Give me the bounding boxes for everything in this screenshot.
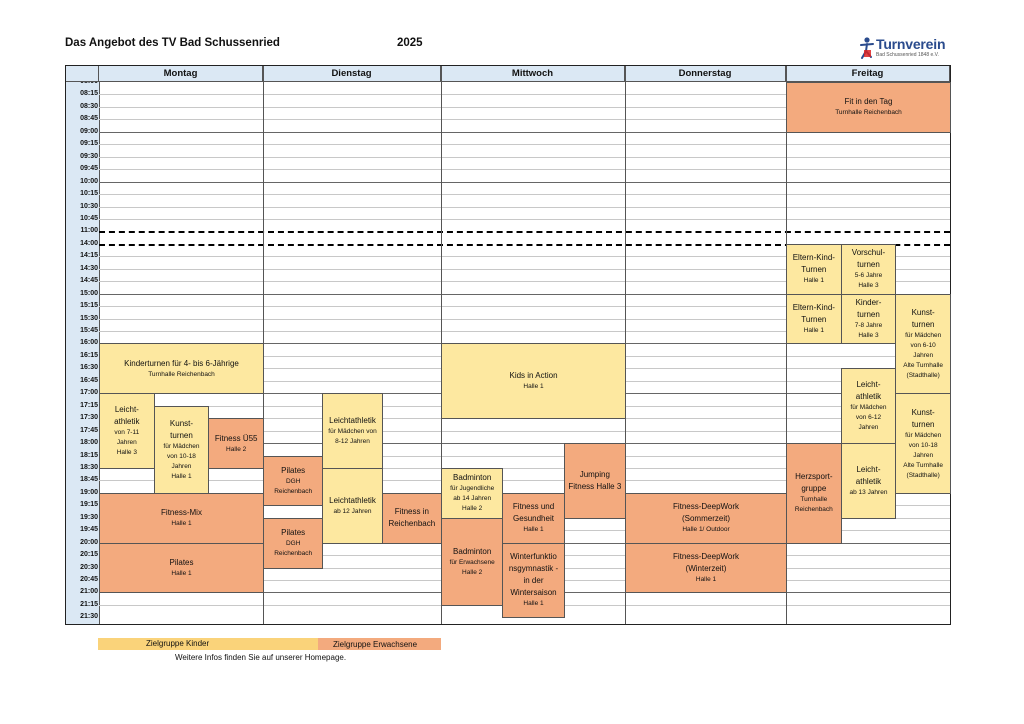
course-block[interactable]: [99, 343, 264, 394]
course-detail: von 7-11: [114, 429, 140, 437]
course-detail: für Erwachsene: [449, 558, 495, 566]
time-label: 15:00: [80, 289, 98, 297]
course-block[interactable]: [99, 493, 264, 544]
course-detail: Halle 1: [695, 576, 717, 584]
time-label: 21:30: [80, 613, 98, 621]
time-label: 20:15: [80, 551, 98, 559]
time-label: 20:45: [80, 576, 98, 583]
course-detail: für Mädchen von: [328, 428, 377, 436]
time-label: 16:30: [80, 364, 98, 372]
time-label: 10:30: [80, 202, 98, 210]
course-title: Leicht-: [114, 405, 139, 415]
course-title: Pilates: [281, 465, 306, 475]
time-label: 17:45: [80, 426, 98, 434]
course-title: Pilates: [169, 558, 194, 568]
course-block[interactable]: [841, 443, 897, 519]
legend-adults: Zielgruppe Erwachsene: [318, 638, 441, 650]
day-header-montag: Montag: [99, 66, 263, 82]
time-column: [66, 66, 100, 624]
time-label: 21:15: [80, 600, 98, 608]
course-title: Pilates: [281, 528, 306, 538]
course-detail: Halle 2: [226, 445, 247, 453]
course-detail: Halle 1: [803, 277, 824, 285]
course-detail: (Stadthalle): [906, 471, 940, 479]
course-title: Fitness Halle 3: [568, 481, 622, 491]
course-detail: 5-6 Jahre: [854, 272, 883, 280]
time-label: 09:45: [80, 165, 98, 173]
course-block[interactable]: [625, 543, 787, 594]
course-detail: von 10-18: [908, 441, 938, 449]
course-block[interactable]: [208, 418, 264, 469]
course-title: Wintersaison: [510, 588, 557, 598]
day-header-dienstag: Dienstag: [263, 66, 441, 82]
logo-name: Turnverein: [876, 36, 946, 52]
course-detail: von 10-18: [167, 452, 196, 460]
day-header-freitag: Freitag: [786, 66, 950, 82]
time-header: [66, 66, 99, 82]
course-title: turnen: [911, 419, 935, 429]
course-title: Reichenbach: [388, 519, 436, 529]
grid-line: [99, 169, 950, 170]
time-label: 09:00: [80, 127, 98, 135]
course-detail: Halle 1: [523, 600, 544, 608]
time-label: 10:00: [80, 177, 98, 185]
course-block[interactable]: [263, 518, 323, 569]
course-title: Kinderturnen für 4- bis 6-Jährige: [124, 358, 239, 368]
course-title: Leicht-: [856, 464, 881, 474]
course-title: Eltern-Kind-: [792, 303, 835, 313]
course-detail: Halle 3: [858, 282, 879, 290]
course-title: Fitness-Mix: [161, 508, 202, 518]
time-label: 09:15: [80, 140, 98, 148]
course-detail: Reichenbach: [274, 550, 313, 558]
day-header-mittwoch: Mittwoch: [441, 66, 625, 82]
course-detail: für Mädchen: [905, 431, 942, 439]
course-title: turnen: [857, 260, 880, 270]
course-block[interactable]: [786, 82, 951, 133]
course-detail: Halle 2: [462, 568, 483, 576]
course-detail: Halle 1: [523, 526, 544, 534]
course-block[interactable]: [99, 543, 264, 594]
course-title: Leicht-: [856, 380, 881, 390]
time-label: 08:30: [80, 102, 98, 110]
course-block[interactable]: [441, 468, 503, 519]
course-title: in der: [523, 576, 544, 586]
course-block[interactable]: [441, 518, 503, 606]
course-detail: DGH: [285, 477, 301, 485]
course-detail: für Mädchen: [850, 404, 887, 412]
gymnast-icon: [858, 36, 876, 60]
course-detail: für Mädchen: [163, 442, 200, 450]
course-block[interactable]: [263, 456, 323, 507]
course-detail: Alte Turnhalle: [903, 461, 944, 469]
course-detail: Halle 1: [803, 327, 824, 335]
time-label: 14:30: [80, 264, 98, 272]
course-title: turnen: [911, 319, 935, 329]
course-title: athletik: [855, 476, 882, 486]
grid-line: [99, 194, 950, 195]
course-block[interactable]: [154, 406, 210, 494]
course-detail: Reichenbach: [274, 487, 313, 495]
time-label: 18:15: [80, 451, 98, 459]
course-title: Herzsport-: [795, 472, 833, 482]
course-block[interactable]: [502, 493, 564, 544]
course-detail: Reichenbach: [794, 506, 833, 514]
course-detail: Halle 1: [171, 472, 192, 480]
course-detail: Jahren: [913, 451, 934, 459]
course-title: (Winterzeit): [685, 564, 727, 574]
course-block[interactable]: [786, 294, 842, 345]
course-title: turnen: [170, 430, 193, 440]
course-title: Fitness-DeepWork: [672, 552, 740, 562]
course-block[interactable]: [322, 393, 382, 469]
course-title: turnen: [857, 310, 880, 320]
course-title: Kunst-: [911, 307, 935, 317]
course-detail: DGH: [285, 540, 301, 548]
course-title: Gesundheit: [513, 514, 554, 524]
course-detail: Turnhalle Reichenbach: [148, 370, 215, 378]
course-title: Badminton: [453, 546, 492, 556]
grid-line: [99, 157, 950, 158]
course-title: Kunst-: [911, 407, 935, 417]
footer-note: Weitere Infos finden Sie auf unserer Homepage.: [175, 653, 347, 662]
course-detail: ab 14 Jahren: [453, 495, 492, 503]
day-header-donnerstag: Donnerstag: [625, 66, 786, 82]
course-detail: Jahren: [913, 351, 934, 359]
course-title: gruppe: [801, 484, 827, 494]
time-label: 18:00: [80, 439, 98, 447]
time-label: 19:15: [80, 501, 98, 509]
time-label: 18:45: [80, 476, 98, 484]
course-detail: Halle 3: [116, 449, 137, 457]
grid-line: [99, 144, 950, 145]
schedule-grid: [65, 65, 951, 625]
time-label: 16:45: [80, 376, 98, 384]
course-title: Jumping: [579, 469, 610, 479]
course-detail: von 6-10: [910, 341, 936, 349]
time-label: 16:15: [80, 351, 98, 359]
course-title: Fitness Ü55: [214, 433, 258, 443]
course-block[interactable]: [895, 393, 951, 494]
course-block[interactable]: [441, 343, 626, 419]
course-detail: Halle 1: [171, 570, 192, 578]
time-label: 11:00: [80, 227, 98, 235]
course-title: Kinder-: [855, 298, 882, 308]
course-detail: für Mädchen: [905, 331, 942, 339]
time-label: 17:30: [80, 414, 98, 422]
time-label: 19:45: [80, 526, 98, 534]
grid-line: [99, 182, 950, 183]
course-detail: Halle 1/ Outdoor: [682, 526, 730, 534]
course-detail: Jahren: [116, 439, 137, 447]
time-label: 21:00: [80, 588, 98, 596]
time-label: 18:30: [80, 463, 98, 471]
course-block[interactable]: [502, 543, 564, 619]
time-label: 15:45: [80, 327, 98, 334]
course-detail: Halle 1: [523, 383, 544, 391]
course-block[interactable]: [322, 468, 382, 544]
page-title: Das Angebot des TV Bad Schussenried: [65, 37, 280, 49]
course-title: Fitness und: [512, 502, 555, 512]
course-detail: ab 12 Jahren: [333, 507, 372, 515]
course-detail: ab 13 Jahren: [849, 488, 888, 496]
course-title: nsgymnastik -: [508, 564, 559, 574]
course-title: Fitness in: [394, 507, 429, 517]
time-label: 10:45: [80, 214, 98, 222]
course-title: Fitness-DeepWork: [672, 502, 740, 512]
time-label: 15:30: [80, 314, 98, 322]
course-title: Fit in den Tag: [844, 97, 893, 107]
course-title: Eltern-Kind-: [792, 253, 835, 263]
grid-line: [99, 219, 950, 220]
course-detail: Jahren: [858, 424, 879, 432]
legend-kids: Zielgruppe Kinder: [98, 638, 318, 650]
course-title: Vorschul-: [851, 248, 886, 258]
time-label: 16:00: [80, 339, 98, 347]
course-detail: 8-12 Jahren: [335, 438, 370, 446]
time-label: 20:00: [80, 538, 98, 546]
course-detail: (Stadthalle): [906, 371, 940, 379]
year-label: 2025: [397, 37, 423, 49]
course-title: (Sommerzeit): [681, 514, 730, 524]
time-label: 10:15: [80, 190, 98, 198]
course-detail: Turnhalle: [800, 496, 828, 504]
course-block[interactable]: [382, 493, 442, 544]
course-detail: für Jugendliche: [450, 485, 495, 493]
time-label: 17:15: [80, 401, 98, 409]
grid-line: [99, 207, 950, 208]
grid-line: [99, 231, 950, 233]
time-label: 15:15: [80, 302, 98, 310]
course-block[interactable]: [841, 368, 897, 444]
course-title: Turnen: [801, 315, 827, 325]
course-title: Badminton: [453, 473, 492, 483]
course-detail: von 6-12: [855, 414, 882, 422]
course-block[interactable]: [99, 393, 155, 469]
course-title: athletik: [855, 392, 882, 402]
course-block[interactable]: [786, 443, 842, 544]
turnverein-logo: [858, 36, 948, 62]
course-detail: Halle 3: [858, 332, 879, 340]
time-label: 14:45: [80, 277, 98, 285]
course-block[interactable]: [841, 294, 897, 345]
course-block[interactable]: [895, 294, 951, 395]
course-detail: Jahren: [171, 462, 192, 470]
course-title: Leichtathletik: [329, 416, 376, 426]
course-title: Kids in Action: [509, 371, 558, 381]
course-detail: Turnhalle Reichenbach: [835, 109, 902, 117]
time-label: 17:00: [80, 389, 98, 397]
course-title: Winterfunktio: [510, 552, 557, 562]
time-label: 14:15: [80, 252, 98, 260]
time-label: 08:45: [80, 115, 98, 123]
course-title: athletik: [114, 417, 140, 427]
course-title: Leichtathletik: [329, 495, 376, 505]
course-block[interactable]: [564, 443, 626, 519]
course-detail: Halle 1: [171, 520, 192, 528]
course-block[interactable]: [786, 244, 842, 295]
course-detail: Alte Turnhalle: [903, 361, 944, 369]
time-label: 20:30: [80, 563, 98, 571]
course-block[interactable]: [841, 244, 897, 295]
time-label: 08:15: [80, 90, 98, 98]
course-title: Turnen: [801, 265, 827, 275]
course-block[interactable]: [625, 493, 787, 544]
time-label: 09:30: [80, 152, 98, 160]
course-detail: 7-8 Jahre: [854, 322, 883, 330]
time-label: 19:30: [80, 513, 98, 521]
course-detail: Halle 2: [462, 505, 483, 513]
logo-subtitle: Bad Schussenried 1848 e.V.: [876, 52, 939, 58]
time-label: 14:00: [80, 239, 98, 247]
time-label: 19:00: [80, 488, 98, 496]
course-title: Kunst-: [169, 418, 194, 428]
